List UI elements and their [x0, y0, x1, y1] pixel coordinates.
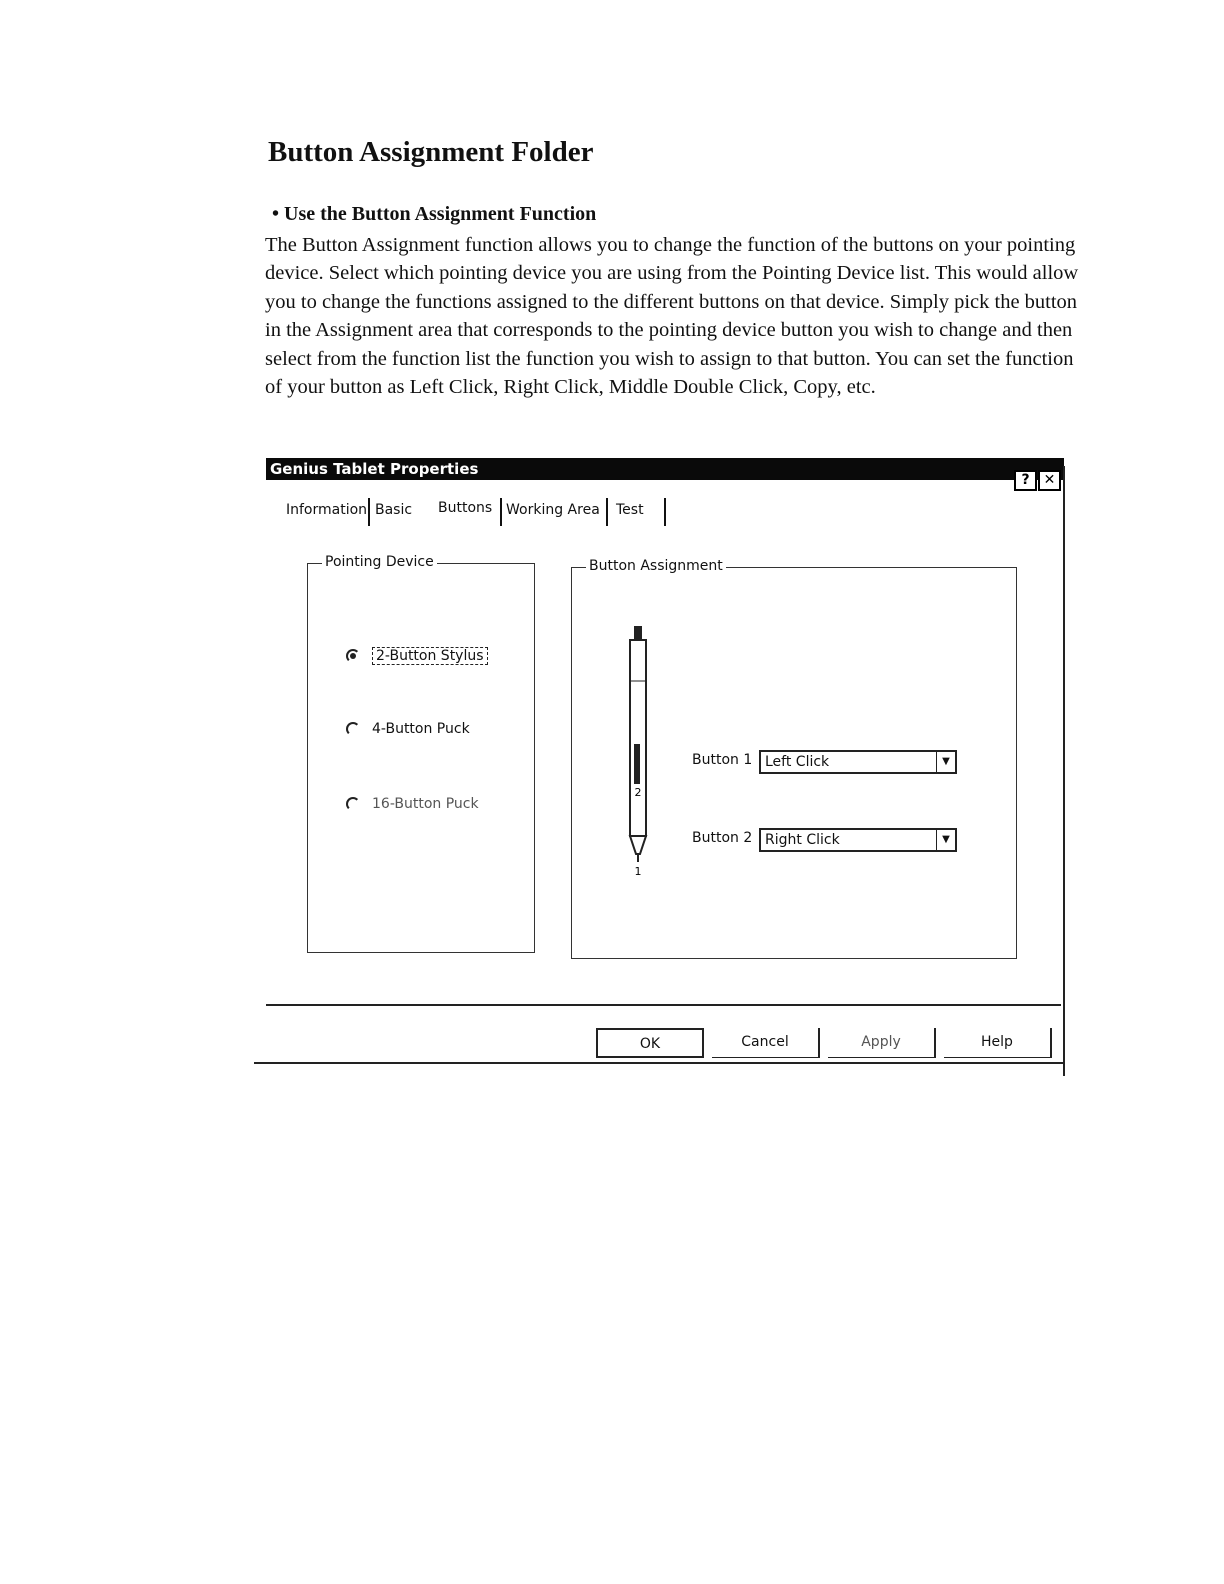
- pen-button-label-2: 2: [634, 786, 642, 799]
- cancel-button[interactable]: Cancel: [712, 1028, 820, 1058]
- radio-unselected-icon[interactable]: [346, 722, 360, 736]
- pointing-device-group: [307, 554, 535, 953]
- stylus-pen-icon: [625, 626, 651, 876]
- radio-unselected-icon[interactable]: [346, 797, 360, 811]
- dialog-separator: [266, 1004, 1061, 1006]
- button1-value: Left Click: [765, 754, 830, 770]
- tab-divider: [500, 498, 502, 526]
- button1-label: Button 1: [692, 752, 753, 768]
- tab-divider: [368, 498, 370, 526]
- section-subheading: • Use the Button Assignment Function: [272, 203, 597, 225]
- close-icon[interactable]: ✕: [1038, 470, 1061, 491]
- properties-dialog: [266, 458, 1066, 1076]
- tab-information[interactable]: Information: [286, 502, 368, 518]
- tab-divider: [606, 498, 608, 526]
- tab-test[interactable]: Test: [616, 502, 644, 518]
- pointing-device-label: Pointing Device: [322, 554, 437, 570]
- chevron-down-icon[interactable]: ▼: [936, 752, 955, 772]
- radio-label: 16-Button Puck: [372, 796, 479, 812]
- tab-divider: [664, 498, 666, 526]
- radio-selected-icon[interactable]: [346, 649, 360, 663]
- radio-2-button-stylus[interactable]: [346, 648, 488, 664]
- pen-button-label-1: 1: [634, 865, 642, 876]
- button-assignment-label: Button Assignment: [586, 558, 726, 574]
- page-heading: Button Assignment Folder: [268, 136, 594, 168]
- chevron-down-icon[interactable]: ▼: [936, 830, 955, 850]
- tab-working-area[interactable]: Working Area: [506, 502, 600, 518]
- ok-button[interactable]: OK: [596, 1028, 704, 1058]
- apply-button[interactable]: Apply: [828, 1028, 936, 1058]
- tab-basic[interactable]: Basic: [375, 502, 413, 518]
- button2-value: Right Click: [765, 832, 840, 848]
- dialog-border: [1063, 466, 1065, 1076]
- body-paragraph: The Button Assignment function allows you to change the function of the buttons on your pointing device. Select which pointing device you are using from the Pointing Device list. This would allow you to change the functions assigned to the different buttons on that device. Simply pick the button in the Assignment area that corresponds to the pointing device button you wish to change and then select from the function list the function you wish to assign to that button. You can set the function of your button as Left Click, Right Click, Middle Double Click, Copy, etc.: [265, 234, 1079, 399]
- radio-16-button-puck[interactable]: [346, 796, 479, 812]
- tab-buttons[interactable]: Buttons: [438, 500, 493, 516]
- radio-label: 4-Button Puck: [372, 721, 470, 737]
- radio-4-button-puck[interactable]: [346, 721, 470, 737]
- help-icon[interactable]: ?: [1014, 470, 1037, 491]
- button1-function-select[interactable]: [759, 750, 957, 774]
- help-button[interactable]: Help: [944, 1028, 1052, 1058]
- dialog-titlebar: [266, 458, 1064, 480]
- button2-label: Button 2: [692, 830, 753, 846]
- button2-function-select[interactable]: [759, 828, 957, 852]
- dialog-title: Genius Tablet Properties: [270, 460, 479, 478]
- radio-label: 2-Button Stylus: [372, 647, 488, 665]
- dialog-border: [254, 1062, 1064, 1064]
